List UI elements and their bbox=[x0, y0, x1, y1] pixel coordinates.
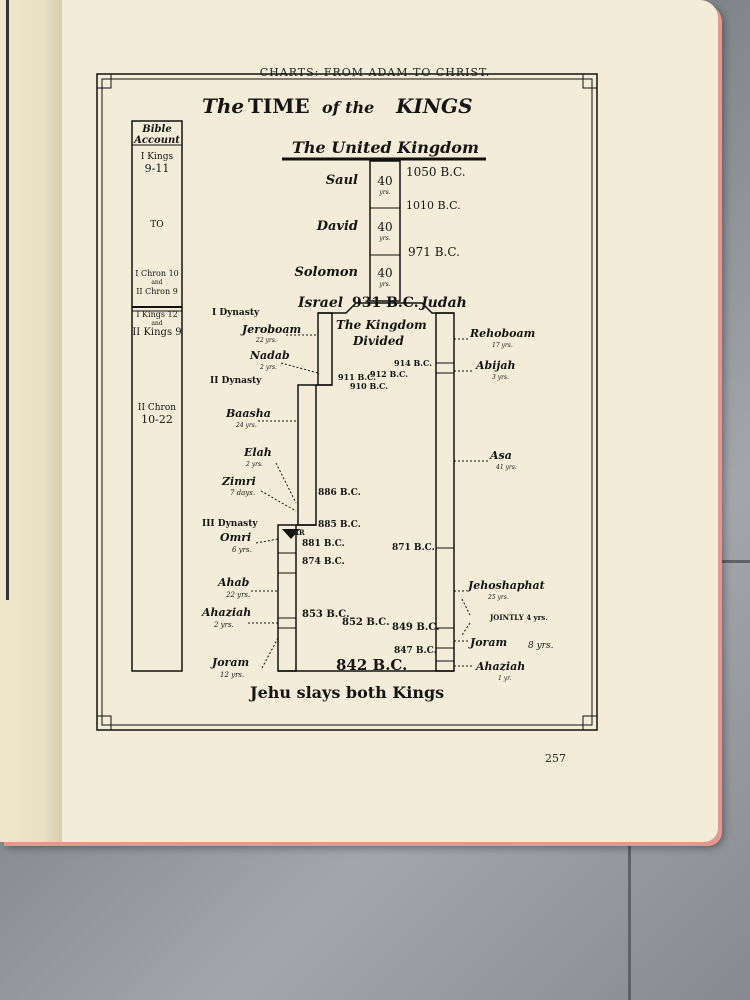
israel-dynasty-2: II Dynasty bbox=[210, 376, 262, 386]
israel-king-years: 7 days. bbox=[230, 489, 256, 497]
division-label-1: The Kingdom bbox=[336, 318, 427, 332]
israel-king-years: 22 yrs. bbox=[226, 591, 251, 599]
israel-king-name: Elah bbox=[244, 446, 272, 459]
date-label: 871 B.C. bbox=[392, 543, 435, 553]
judah-king-years: 41 yrs. bbox=[496, 464, 517, 471]
united-king-name: Saul bbox=[325, 173, 358, 188]
ref-united-1: I Kings bbox=[140, 152, 174, 162]
division-date: 931 B.C. bbox=[352, 295, 419, 311]
title-time: TIME bbox=[248, 94, 310, 118]
ref-chron-and: and bbox=[151, 279, 163, 286]
tile-grout bbox=[628, 840, 631, 1000]
united-king-years-unit: yrs. bbox=[379, 281, 391, 288]
subtitle: The United Kingdom bbox=[292, 138, 479, 157]
division-label-2: Divided bbox=[353, 334, 404, 348]
israel-king-name: Baasha bbox=[226, 407, 271, 420]
israel-king-years: 6 yrs. bbox=[232, 546, 252, 554]
ref-to: TO bbox=[150, 220, 164, 230]
title-of-the: of the bbox=[322, 98, 375, 117]
page-number: 257 bbox=[545, 752, 566, 765]
judah-king-years: 17 yrs. bbox=[492, 342, 513, 349]
date-label: 874 B.C. bbox=[302, 557, 345, 567]
date-label: 852 B.C. bbox=[342, 617, 390, 628]
israel-king-name: Nadab bbox=[250, 349, 290, 362]
judah-king-name: Rehoboam bbox=[470, 327, 536, 340]
israel-king-name: Ahaziah bbox=[202, 606, 252, 619]
judah-king-name: Abijah bbox=[476, 359, 516, 372]
israel-king-years: 24 yrs. bbox=[236, 422, 257, 429]
israel-king-years: 12 yrs. bbox=[220, 671, 245, 679]
judah-king-years: 1 yr. bbox=[498, 675, 512, 682]
judah-king-name: Ahaziah bbox=[476, 660, 526, 673]
footer-caption: Jehu slays both Kings bbox=[250, 683, 445, 702]
united-king-date: 1050 B.C. bbox=[406, 165, 466, 179]
judah-king-name: Jehoshaphat bbox=[468, 579, 545, 592]
bible-heading-1: Bible bbox=[142, 124, 172, 135]
israel-column bbox=[318, 313, 332, 385]
israel-dynasty-3: III Dynasty bbox=[202, 519, 258, 529]
date-label: 914 B.C. bbox=[394, 358, 433, 368]
judah-king-name: Asa bbox=[490, 449, 512, 462]
title-prefix: The bbox=[202, 94, 245, 118]
ref-kings-and: and bbox=[151, 320, 163, 327]
united-king-years: 40 bbox=[377, 174, 393, 188]
united-king-date: 971 B.C. bbox=[408, 245, 460, 259]
israel-king-years: 2 yrs. bbox=[214, 621, 234, 629]
date-label: 912 B.C. bbox=[370, 369, 409, 379]
ref-kings-2: II Kings 9 bbox=[132, 327, 182, 338]
judah-column bbox=[436, 313, 454, 671]
israel-label: Israel bbox=[298, 295, 344, 311]
bible-account-column bbox=[132, 121, 182, 671]
israel-king-name: Ahab bbox=[218, 576, 250, 589]
israel-king-years: 22 yrs. bbox=[256, 337, 277, 344]
date-label: 910 B.C. bbox=[350, 381, 389, 391]
jointly-label: JOINTLY 4 yrs. bbox=[490, 613, 548, 622]
date-label: 886 B.C. bbox=[318, 488, 361, 498]
israel-king-name: Zimri bbox=[222, 475, 256, 488]
ref-united-2: 9-11 bbox=[144, 162, 170, 175]
ref-kings-1: I Kings 12 bbox=[136, 310, 178, 319]
war-label: WAR bbox=[286, 528, 305, 537]
israel-king-name: Jeroboam bbox=[242, 323, 302, 336]
date-label: 849 B.C. bbox=[392, 622, 440, 633]
ref-chron-2: II Chron 9 bbox=[136, 287, 178, 296]
date-label: 842 B.C. bbox=[336, 656, 408, 674]
israel-king-name: Joram bbox=[212, 656, 250, 669]
judah-king-name: Joram bbox=[470, 636, 508, 649]
date-label: 847 B.C. bbox=[394, 646, 437, 656]
kings-chart bbox=[96, 73, 598, 731]
united-king-years: 40 bbox=[377, 220, 393, 234]
judah-king-years: 8 yrs. bbox=[528, 641, 554, 651]
ref-chron-1: I Chron 10 bbox=[135, 269, 179, 278]
title-kings: KINGS bbox=[396, 94, 473, 118]
date-label: 885 B.C. bbox=[318, 520, 361, 530]
date-label: 911 B.C. bbox=[338, 372, 377, 382]
judah-king-years: 25 yrs. bbox=[488, 594, 509, 601]
judah-king-years: 3 yrs. bbox=[492, 374, 509, 381]
israel-king-name: Omri bbox=[220, 531, 252, 544]
previous-page-edge bbox=[0, 0, 62, 842]
judah-label: Judah bbox=[421, 295, 467, 311]
united-king-name: Solomon bbox=[294, 265, 358, 280]
united-king-years: 40 bbox=[377, 266, 393, 280]
page-header: CHARTS: FROM ADAM TO CHRIST. bbox=[259, 66, 491, 79]
date-label: 853 B.C. bbox=[302, 609, 350, 620]
israel-dynasty-1: I Dynasty bbox=[212, 308, 260, 318]
ref-chron2-2: 10-22 bbox=[141, 413, 173, 426]
united-king-name: David bbox=[316, 219, 358, 234]
united-king-years-unit: yrs. bbox=[379, 189, 391, 196]
israel-king-years: 2 yrs. bbox=[260, 364, 277, 371]
date-label: 881 B.C. bbox=[302, 539, 345, 549]
bible-heading-2: Account bbox=[134, 135, 180, 146]
united-king-date: 1010 B.C. bbox=[406, 199, 461, 212]
israel-king-years: 2 yrs. bbox=[246, 461, 263, 468]
united-king-years-unit: yrs. bbox=[379, 235, 391, 242]
ref-chron2-1: II Chron bbox=[137, 403, 177, 413]
